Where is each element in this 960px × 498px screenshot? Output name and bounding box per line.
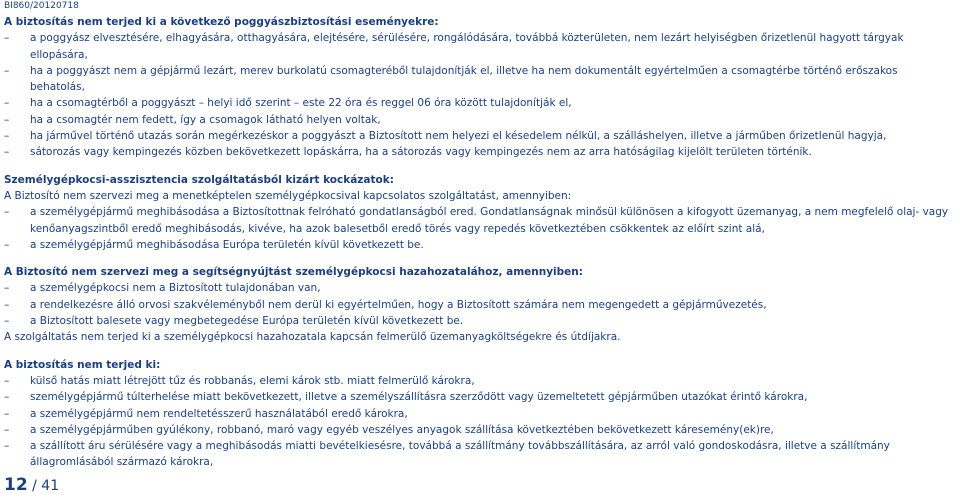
section-heading: A Biztosító nem szervezi meg a segítségnyújtást személygépkocsi hazahozatalához, amennyiben: <box>4 266 583 279</box>
section-car-assistance-exclusions <box>4 172 954 253</box>
list-item: – a szállított áru sérülésére vagy a meghibásodás miatti bevételkiesésre, továbbá a szállítmány továbbszállítására, az arról való gondoskodásra, illetve a szállítmány állagromlásából származó károkra, <box>4 440 890 469</box>
document-id: BI860/20120718 <box>4 1 79 11</box>
page-separator: / <box>32 478 37 494</box>
list-item: – ha járművel történő utazás során megérkezéskor a poggyászt a Biztosított nem helyezi el késedelem nélkül, a szálláshelyen, illetve a járműben őrizetlenül hagyja, <box>4 130 887 143</box>
list-item: – a személygépjármű meghibásodása Európa területén kívül következett be. <box>4 238 424 251</box>
page-current: 12 <box>4 475 28 495</box>
list-item: – a személygépjárműben gyúlékony, robbanó, maró vagy egyéb veszélyes anyagok szállítása következtében bekövetkezett káresemény(ek)re, <box>4 423 774 436</box>
page-content <box>4 14 954 482</box>
section-heading: A biztosítás nem terjed ki a következő poggyászbiztosítási eseményekre: <box>4 16 439 28</box>
page-total: 41 <box>41 478 60 494</box>
section-heading: A biztosítás nem terjed ki: <box>4 358 161 371</box>
list-item: – ha a poggyászt nem a gépjármű lezárt, merev burkolatú csomagteréből tulajdonítják el, illetve ha nem dokumentált egyértelműen a csomagtérbe történő erőszakos behatolás, <box>4 64 898 94</box>
list-item: – a személygépjármű meghibásodása a Biztosítottnak felróható gondatlanságból ered. Gondatlanságnak minősül különösen a kifogyott üzemanyag, a nem megfelelő olaj- vagy kenőanyagszintből eredő meghibásodás, kivéve, ha azok balesetből eredő törés vagy repedés következtében csökkentek az előírt szint alá, <box>4 206 949 235</box>
list-item: – ha a csomagtér nem fedett, így a csomagok látható helyen voltak, <box>4 113 381 126</box>
list-item: – a rendelkezésre álló orvosi szakvéleményből nem derül ki egyértelműen, hogy a Biztosított számára nem megengedett a gépjárművezetés, <box>4 298 767 311</box>
list-item: – külső hatás miatt létrejött tűz és robbanás, elemi károk stb. miatt felmerülő károkra, <box>4 374 475 387</box>
section-car-repatriation-exclusions <box>4 264 954 345</box>
list-item: – a személygépkocsi nem a Biztosított tulajdonában van, <box>4 282 321 295</box>
list-item: – ha a csomagtérből a poggyászt – helyi idő szerint – este 22 óra és reggel 06 óra között tulajdonítják el, <box>4 97 572 110</box>
list-item: – a Biztosított balesete vagy megbetegedése Európa területén kívül következett be. <box>4 315 464 328</box>
list-item: – a poggyász elvesztésére, elhagyására, otthagyására, elejtésére, sérülésére, rongálódására, továbbá közterületen, nem lezárt helyiségben őrizetlenül hagyott tárgyak ellopására, <box>4 32 904 61</box>
page-number <box>4 475 59 495</box>
section-outro: A szolgáltatás nem terjed ki a személygépkocsi hazahozatala kapcsán felmerülő üzemanyagköltségekre és útdíjakra. <box>4 331 621 344</box>
section-intro: A Biztosító nem szervezi meg a menetképtelen személygépkocsival kapcsolatos szolgáltatást, amennyiben: <box>4 189 572 202</box>
section-luggage-exclusions <box>4 14 954 161</box>
list-item: – sátorozás vagy kempingezés közben bekövetkezett lopáskárra, ha a sátorozás vagy kempingezés nem az arra hatóságilag kijelölt területen történik. <box>4 146 812 159</box>
section-heading: Személygépkocsi-asszisztencia szolgáltatásból kizárt kockázatok: <box>4 173 394 186</box>
section-general-exclusions <box>4 357 954 471</box>
list-item: – személygépjármű túlterhelése miatt bekövetkezett, illetve a személyszállításra szerződött vagy üzemeltetett gépjárműben utazókat érintő károkra, <box>4 391 808 404</box>
list-item: – a személygépjármű nem rendeltetésszerű használatából eredő károkra, <box>4 407 408 420</box>
